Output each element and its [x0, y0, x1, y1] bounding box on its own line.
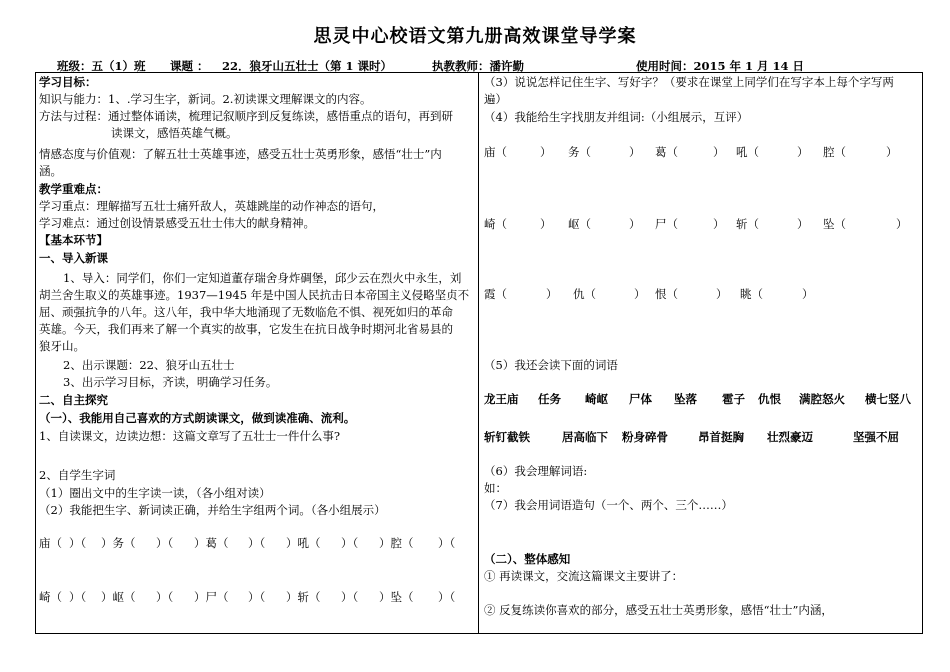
- friend-words-row-1: [484, 144, 920, 160]
- goal-method-b: 读课文，感悟英雄气概。: [111, 126, 238, 140]
- goal-emotion-a: 情感态度与价值观：了解五壮士英雄事迹，感受五壮士英勇形象，感悟“壮士”内: [39, 147, 442, 161]
- vocab-word: 昂首挺胸: [698, 430, 744, 444]
- char-grid-row-2: [39, 589, 475, 605]
- grid-cell: 岖（: [568, 217, 591, 231]
- grid-cell: ）（: [69, 536, 87, 550]
- topic-label: 课题 ：: [170, 59, 209, 73]
- grid-cell: 务（: [568, 145, 591, 159]
- goals-heading: 学习目标：: [39, 75, 97, 89]
- grid-cell: ）: [629, 217, 641, 231]
- page-title: 思灵中心校语文第九册高效课堂导学案: [313, 26, 637, 47]
- intro-para-4: 英雄。今天，我们再来了解一个真实的故事，它发生在抗日战争时期河北省易县的: [39, 322, 453, 336]
- vocab-word: 仇恨: [758, 392, 781, 406]
- grid-cell: 霞（: [484, 287, 507, 301]
- grid-cell: ）: [629, 145, 641, 159]
- intro-para-5: 狼牙山。: [39, 339, 85, 353]
- q3-line-a: （3）说说怎样记住生字、写好字？（要求在课堂上同学们在写字本上每个字写两: [484, 75, 894, 89]
- grid-cell: ）务（: [101, 536, 136, 550]
- grid-cell: ）: [634, 287, 646, 301]
- q7: （7）我会用词语造句（一个、两个、三个……）: [484, 498, 733, 512]
- show-goals: 3、出示学习目标，齐读，明确学习任务。: [63, 375, 278, 389]
- question-2-1: （1）圈出文中的生字读一读，（各小组对读）: [39, 486, 271, 500]
- q6: （6）我会理解词语:: [484, 464, 588, 478]
- grid-cell: 仇（: [573, 287, 596, 301]
- grid-cell: 葛（: [655, 145, 678, 159]
- grid-cell: ）: [802, 287, 814, 301]
- topic: 22．狼牙山五壮士（第 1 课时）: [222, 59, 393, 73]
- key-heading: 教学重难点：: [39, 182, 108, 196]
- q4: （4）我能给生字找朋友并组词:（小组展示，互评）: [484, 110, 749, 124]
- grid-cell: ）: [797, 145, 809, 159]
- part2-item-2: ② 反复练读你喜欢的部分，感受五壮士英勇形象，感悟“壮士”内涵，: [484, 603, 833, 617]
- grid-cell: ）斩（: [286, 590, 321, 604]
- grid-cell: ）: [797, 217, 809, 231]
- grid-cell: ）尸（: [194, 590, 229, 604]
- section2-sub: （一）、我能用自己喜欢的方式朗读课文，做到读准确、流利。: [39, 411, 356, 425]
- vocab-word: 尸体: [629, 392, 652, 406]
- grid-cell: ）腔（: [379, 536, 414, 550]
- grid-cell: 眺（: [740, 287, 763, 301]
- grid-cell: ）: [540, 145, 552, 159]
- goal-emotion-b: 涵。: [39, 164, 62, 178]
- key-point: 学习重点：理解描写五壮士痛歼敌人，英雄跳崖的动作神态的语句，: [39, 199, 384, 213]
- difficult-point: 学习难点：通过创设情景感受五壮士伟大的献身精神。: [39, 216, 315, 230]
- friend-words-row-3: [484, 286, 920, 302]
- grid-cell: 庙（: [39, 536, 62, 550]
- part2-heading: （二）、整体感知: [484, 552, 571, 566]
- friend-words-row-2: [484, 216, 920, 232]
- show-topic: 2、出示课题：22、狼牙山五壮士: [63, 358, 235, 372]
- grid-cell: ）（: [69, 590, 87, 604]
- column-divider: [478, 72, 479, 634]
- grid-cell: 崎（: [484, 217, 507, 231]
- vocab-word: 居高临下: [562, 430, 608, 444]
- section2-heading: 二、自主探究: [39, 393, 108, 407]
- vocab-word: 壮烈豪迈: [767, 430, 813, 444]
- grid-cell: ）（: [438, 536, 456, 550]
- goal-knowledge: 知识与能力：1、.学习生字，新词。2.初读课文理解课文的内容。: [39, 92, 372, 106]
- grid-cell: ）吼（: [286, 536, 321, 550]
- vocab-word: 坠落: [674, 392, 697, 406]
- grid-cell: ）: [546, 287, 558, 301]
- part2-item-1: ① 再读课文，交流这篇课文主要讲了：: [484, 569, 684, 583]
- goal-method-a: 方法与过程：通过整体诵读，梳理记叙顺序到反复练读，感悟重点的语句，再到研: [39, 109, 453, 123]
- basic-heading: 【基本环节】: [39, 233, 108, 247]
- grid-cell: 斩（: [736, 217, 759, 231]
- class-info: 班级：五（1）班: [57, 59, 146, 73]
- grid-cell: ）: [713, 145, 725, 159]
- grid-cell: ）: [896, 217, 908, 231]
- q3-line-b: 遍）: [484, 92, 507, 106]
- intro-para-2: 胡兰舍生取义的英雄事迹。1937—1945 年是中国人民抗击日本帝国主义侵略坚贞不: [39, 288, 470, 302]
- grid-cell: ）（: [248, 590, 266, 604]
- char-grid-row-1: [39, 535, 475, 551]
- grid-cell: 吼（: [736, 145, 759, 159]
- grid-cell: ）: [886, 145, 898, 159]
- grid-cell: 腔（: [823, 145, 846, 159]
- vocab-row-1: [484, 391, 920, 407]
- vocab-row-2: [484, 429, 920, 445]
- question-2-2: （2）我能把生字、新词读正确，并给生字组两个词。（各小组展示）: [39, 503, 386, 517]
- vocab-word: 满腔怒火: [799, 392, 845, 406]
- intro-para-1: 1、导入：同学们，你们一定知道董存瑞舍身炸碉堡，邱少云在烈火中永生，刘: [63, 271, 462, 285]
- grid-cell: 坠（: [823, 217, 846, 231]
- grid-cell: 恨（: [655, 287, 678, 301]
- vocab-word: 横七竖八: [865, 392, 911, 406]
- vocab-word: 龙王庙: [484, 392, 519, 406]
- teacher-info: 执教教师：潘许勤: [432, 59, 524, 73]
- grid-cell: ）岖（: [101, 590, 136, 604]
- grid-cell: ）葛（: [194, 536, 229, 550]
- grid-cell: 崎（: [39, 590, 62, 604]
- intro-para-3: 屈、顽强抗争的八年。这八年，我中华大地涌现了无数临危不惧、视死如归的革命: [39, 305, 453, 319]
- grid-cell: ）（: [156, 536, 174, 550]
- grid-cell: ）: [540, 217, 552, 231]
- grid-cell: 庙（: [484, 145, 507, 159]
- grid-cell: ）（: [156, 590, 174, 604]
- section1-heading: 一、导入新课: [39, 251, 108, 265]
- vocab-word: 雹子: [722, 392, 745, 406]
- vocab-word: 崎岖: [585, 392, 608, 406]
- grid-cell: ）: [713, 217, 725, 231]
- grid-cell: 尸（: [655, 217, 678, 231]
- grid-cell: ）坠（: [379, 590, 414, 604]
- vocab-word: 坚强不屈: [853, 430, 899, 444]
- question-2: 2、自学生字词: [39, 468, 116, 482]
- grid-cell: ）（: [438, 590, 456, 604]
- grid-cell: ）: [716, 287, 728, 301]
- question-1: 1、自读课文，边读边想：这篇文章写了五壮士一件什么事?: [39, 429, 340, 443]
- vocab-word: 斩钉截铁: [484, 430, 530, 444]
- q6-example: 如：: [484, 481, 507, 495]
- grid-cell: ）（: [248, 536, 266, 550]
- grid-cell: ）（: [341, 590, 359, 604]
- vocab-word: 粉身碎骨: [622, 430, 668, 444]
- vocab-word: 任务: [538, 392, 561, 406]
- q5: （5）我还会读下面的词语: [484, 358, 618, 372]
- date-info: 使用时间：2015 年 1 月 14 日: [636, 59, 805, 73]
- grid-cell: ）（: [341, 536, 359, 550]
